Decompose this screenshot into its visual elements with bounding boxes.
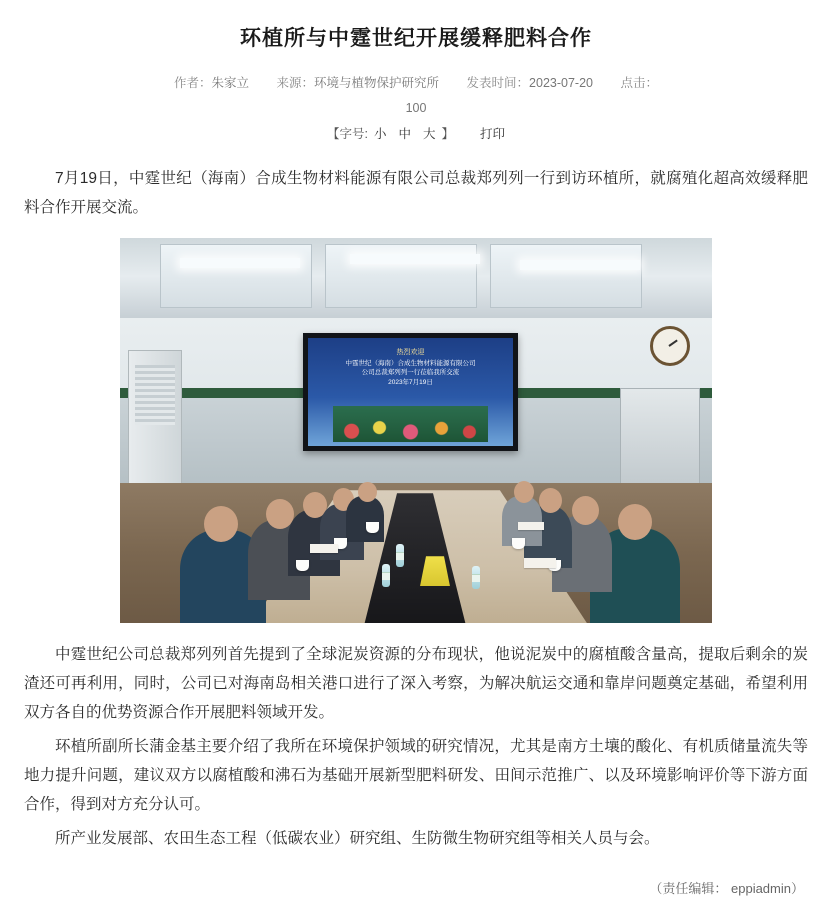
paragraph-3: 环植所副所长蒲金基主要介绍了我所在环境保护领域的研究情况，尤其是南方土壤的酸化、有机质储量流失等地力提升问题，建议双方以腐植酸和沸石为基础开展新型肥料研发、田间示范推广、以及环境影响评价等下游方面合作，得到对方充分认可。 — [24, 738, 808, 813]
screen-surface — [308, 338, 513, 446]
document-paper — [310, 544, 338, 553]
fontsize-label-close: 】 — [441, 127, 455, 142]
page-title: 环植所与中霆世纪开展缓释肥料合作 — [240, 27, 592, 50]
editor-credit: （责任编辑： eppiadmin） — [649, 880, 804, 896]
article-meta — [14, 71, 818, 96]
meta-date-value: 2023-07-20 — [529, 76, 593, 91]
meeting-photo — [120, 238, 712, 623]
screen-text — [308, 348, 513, 388]
air-conditioner-grill — [135, 365, 175, 425]
fontsize-label-open: 【字号: — [326, 127, 368, 142]
screen-line-2: 中霆世纪（海南）合成生物材料能源有限公司 — [345, 359, 476, 367]
print-link[interactable]: 打印 — [480, 127, 506, 142]
meta-hits-label: 点击： — [620, 76, 658, 91]
paragraph-4: 所产业发展部、农田生态工程（低碳农业）研究组、生防微生物研究组等相关人员与会。 — [55, 830, 660, 848]
document-paper — [518, 522, 544, 530]
attendee-right-head — [618, 504, 652, 540]
screen-line-1: 热烈欢迎 — [396, 349, 425, 357]
meta-hits — [620, 71, 658, 96]
screen-line-4: 2023年7月19日 — [388, 379, 433, 387]
water-bottle — [382, 564, 390, 587]
fontsize-medium-link[interactable]: 中 — [398, 127, 411, 142]
side-cabinet — [620, 388, 700, 485]
tea-cup — [366, 522, 379, 533]
screen-line-3: 公司总裁郑列列一行莅临我所交流 — [361, 369, 460, 377]
meta-source-value: 环境与植物保护研究所 — [314, 76, 440, 91]
air-conditioner — [128, 350, 182, 485]
meta-date-label: 发表时间： — [466, 76, 530, 91]
wall-clock-icon — [650, 326, 690, 366]
screen-flower-image — [333, 406, 489, 442]
document-paper — [524, 558, 556, 568]
article-content — [14, 165, 818, 854]
meta-source-label: 来源： — [276, 76, 315, 91]
meta-author-label: 作者： — [174, 76, 212, 91]
fontsize-large-link[interactable]: 大 — [422, 127, 436, 142]
meta-date — [467, 71, 593, 96]
tea-cup — [512, 538, 525, 549]
photo-ceiling-light — [520, 260, 640, 270]
meta-author — [174, 71, 249, 96]
attendee-left-head — [204, 506, 238, 542]
article-figure — [24, 238, 808, 623]
fontsize-small-link[interactable]: 小 — [373, 127, 387, 142]
meta-author-value: 朱家立 — [211, 76, 250, 91]
photo-ceiling-panel — [490, 244, 642, 308]
water-bottle — [472, 566, 480, 589]
meta-hits-value: 100 — [405, 101, 427, 116]
water-bottle — [396, 544, 404, 567]
attendee-left — [346, 496, 384, 542]
presentation-screen — [303, 333, 518, 451]
photo-ceiling-panel — [160, 244, 312, 308]
meta-source — [277, 71, 440, 96]
photo-ceiling-light — [350, 254, 480, 264]
paragraph-2: 中霆世纪公司总裁郑列列首先提到了全球泥炭资源的分布现状，他说泥炭中的腐植酸含量高，提取后剩余的炭渣还可再利用，同时，公司已对海南岛相关港口进行了深入考察，为解决航运交通和靠岸问题奠定基础，希望利用双方各自的优势资源合作开展肥料领域开发。 — [24, 646, 808, 721]
photo-ceiling-light — [180, 258, 300, 268]
paragraph-1: 7月19日，中霆世纪（海南）合成生物材料能源有限公司总裁郑列列一行到访环植所，就腐殖化超高效缓释肥料合作开展交流。 — [24, 169, 808, 216]
article-toolbar — [14, 121, 818, 149]
tea-cup — [296, 560, 309, 571]
